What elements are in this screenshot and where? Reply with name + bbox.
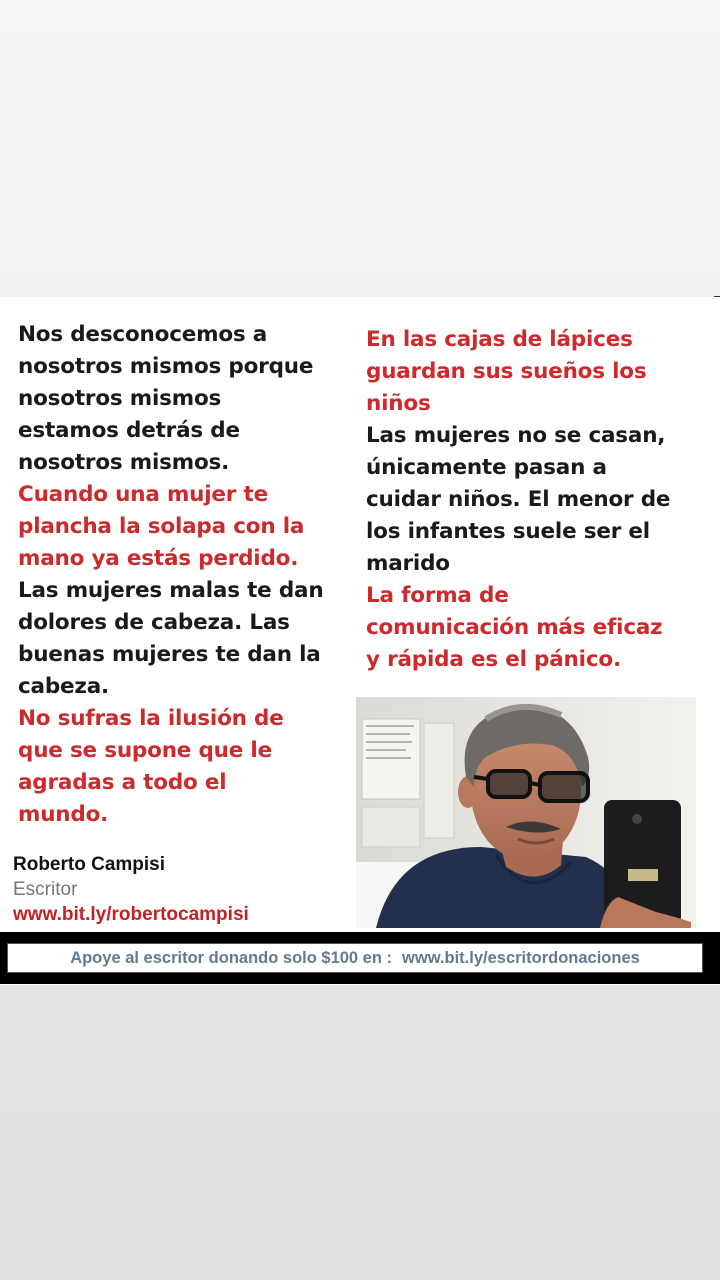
quote-line: y rápida es el pánico. (366, 647, 621, 672)
left-column-quote-1 (18, 319, 346, 479)
quote-card (0, 297, 720, 985)
quote-line: nosotros mismos. (18, 450, 230, 475)
quote-line: Cuando una mujer te (18, 482, 268, 507)
left-column-quote-2 (18, 479, 346, 575)
quote-line: mano ya estás perdido. (18, 546, 299, 571)
quote-line: comunicación más eficaz (366, 615, 663, 640)
quote-line: guardan sus sueños los (366, 359, 647, 384)
quote-line: dolores de cabeza. Las (18, 610, 290, 635)
left-column-quote-3 (18, 575, 346, 703)
left-column-quote-4 (18, 703, 346, 831)
quote-line: que se supone que le (18, 738, 272, 763)
author-role: Escritor (13, 879, 78, 900)
right-quotes-column (366, 324, 711, 676)
quote-line: cabeza. (18, 674, 110, 699)
quote-line: cuidar niños. El menor de (366, 487, 671, 512)
quote-line: La forma de (366, 583, 509, 608)
quote-line: niños (366, 391, 431, 416)
quote-line: mundo. (18, 802, 109, 827)
author-photo (356, 697, 696, 928)
left-quotes-column (18, 319, 346, 831)
quote-line: buenas mujeres te dan la (18, 642, 321, 667)
quote-line: marido (366, 551, 450, 576)
quote-line: Las mujeres no se casan, (366, 423, 666, 448)
author-name: Roberto Campisi (13, 854, 166, 875)
quote-line: No sufras la ilusión de (18, 706, 284, 731)
quote-line: Nos desconocemos a (18, 322, 268, 347)
quote-line: únicamente pasan a (366, 455, 607, 480)
quote-line: los infantes suele ser el (366, 519, 650, 544)
donation-text: Apoye al escritor donando solo $100 en : (70, 948, 393, 967)
right-column-quote-2 (366, 420, 711, 580)
author-photo-illustration (356, 697, 696, 928)
donation-link[interactable]: www.bit.ly/escritordonaciones (402, 948, 640, 967)
author-block (13, 852, 249, 927)
right-column-quote-1 (366, 324, 711, 420)
quote-line: plancha la solapa con la (18, 514, 305, 539)
quote-line: Las mujeres malas te dan (18, 578, 324, 603)
donation-banner (7, 943, 703, 973)
quote-line: nosotros mismos (18, 386, 222, 411)
quote-line: En las cajas de lápices (366, 327, 633, 352)
quote-line: nosotros mismos porque (18, 354, 314, 379)
quote-line: estamos detrás de (18, 418, 240, 443)
author-link[interactable]: www.bit.ly/robertocampisi (13, 904, 249, 925)
quote-line: agradas a todo el (18, 770, 227, 795)
right-column-quote-3 (366, 580, 711, 676)
